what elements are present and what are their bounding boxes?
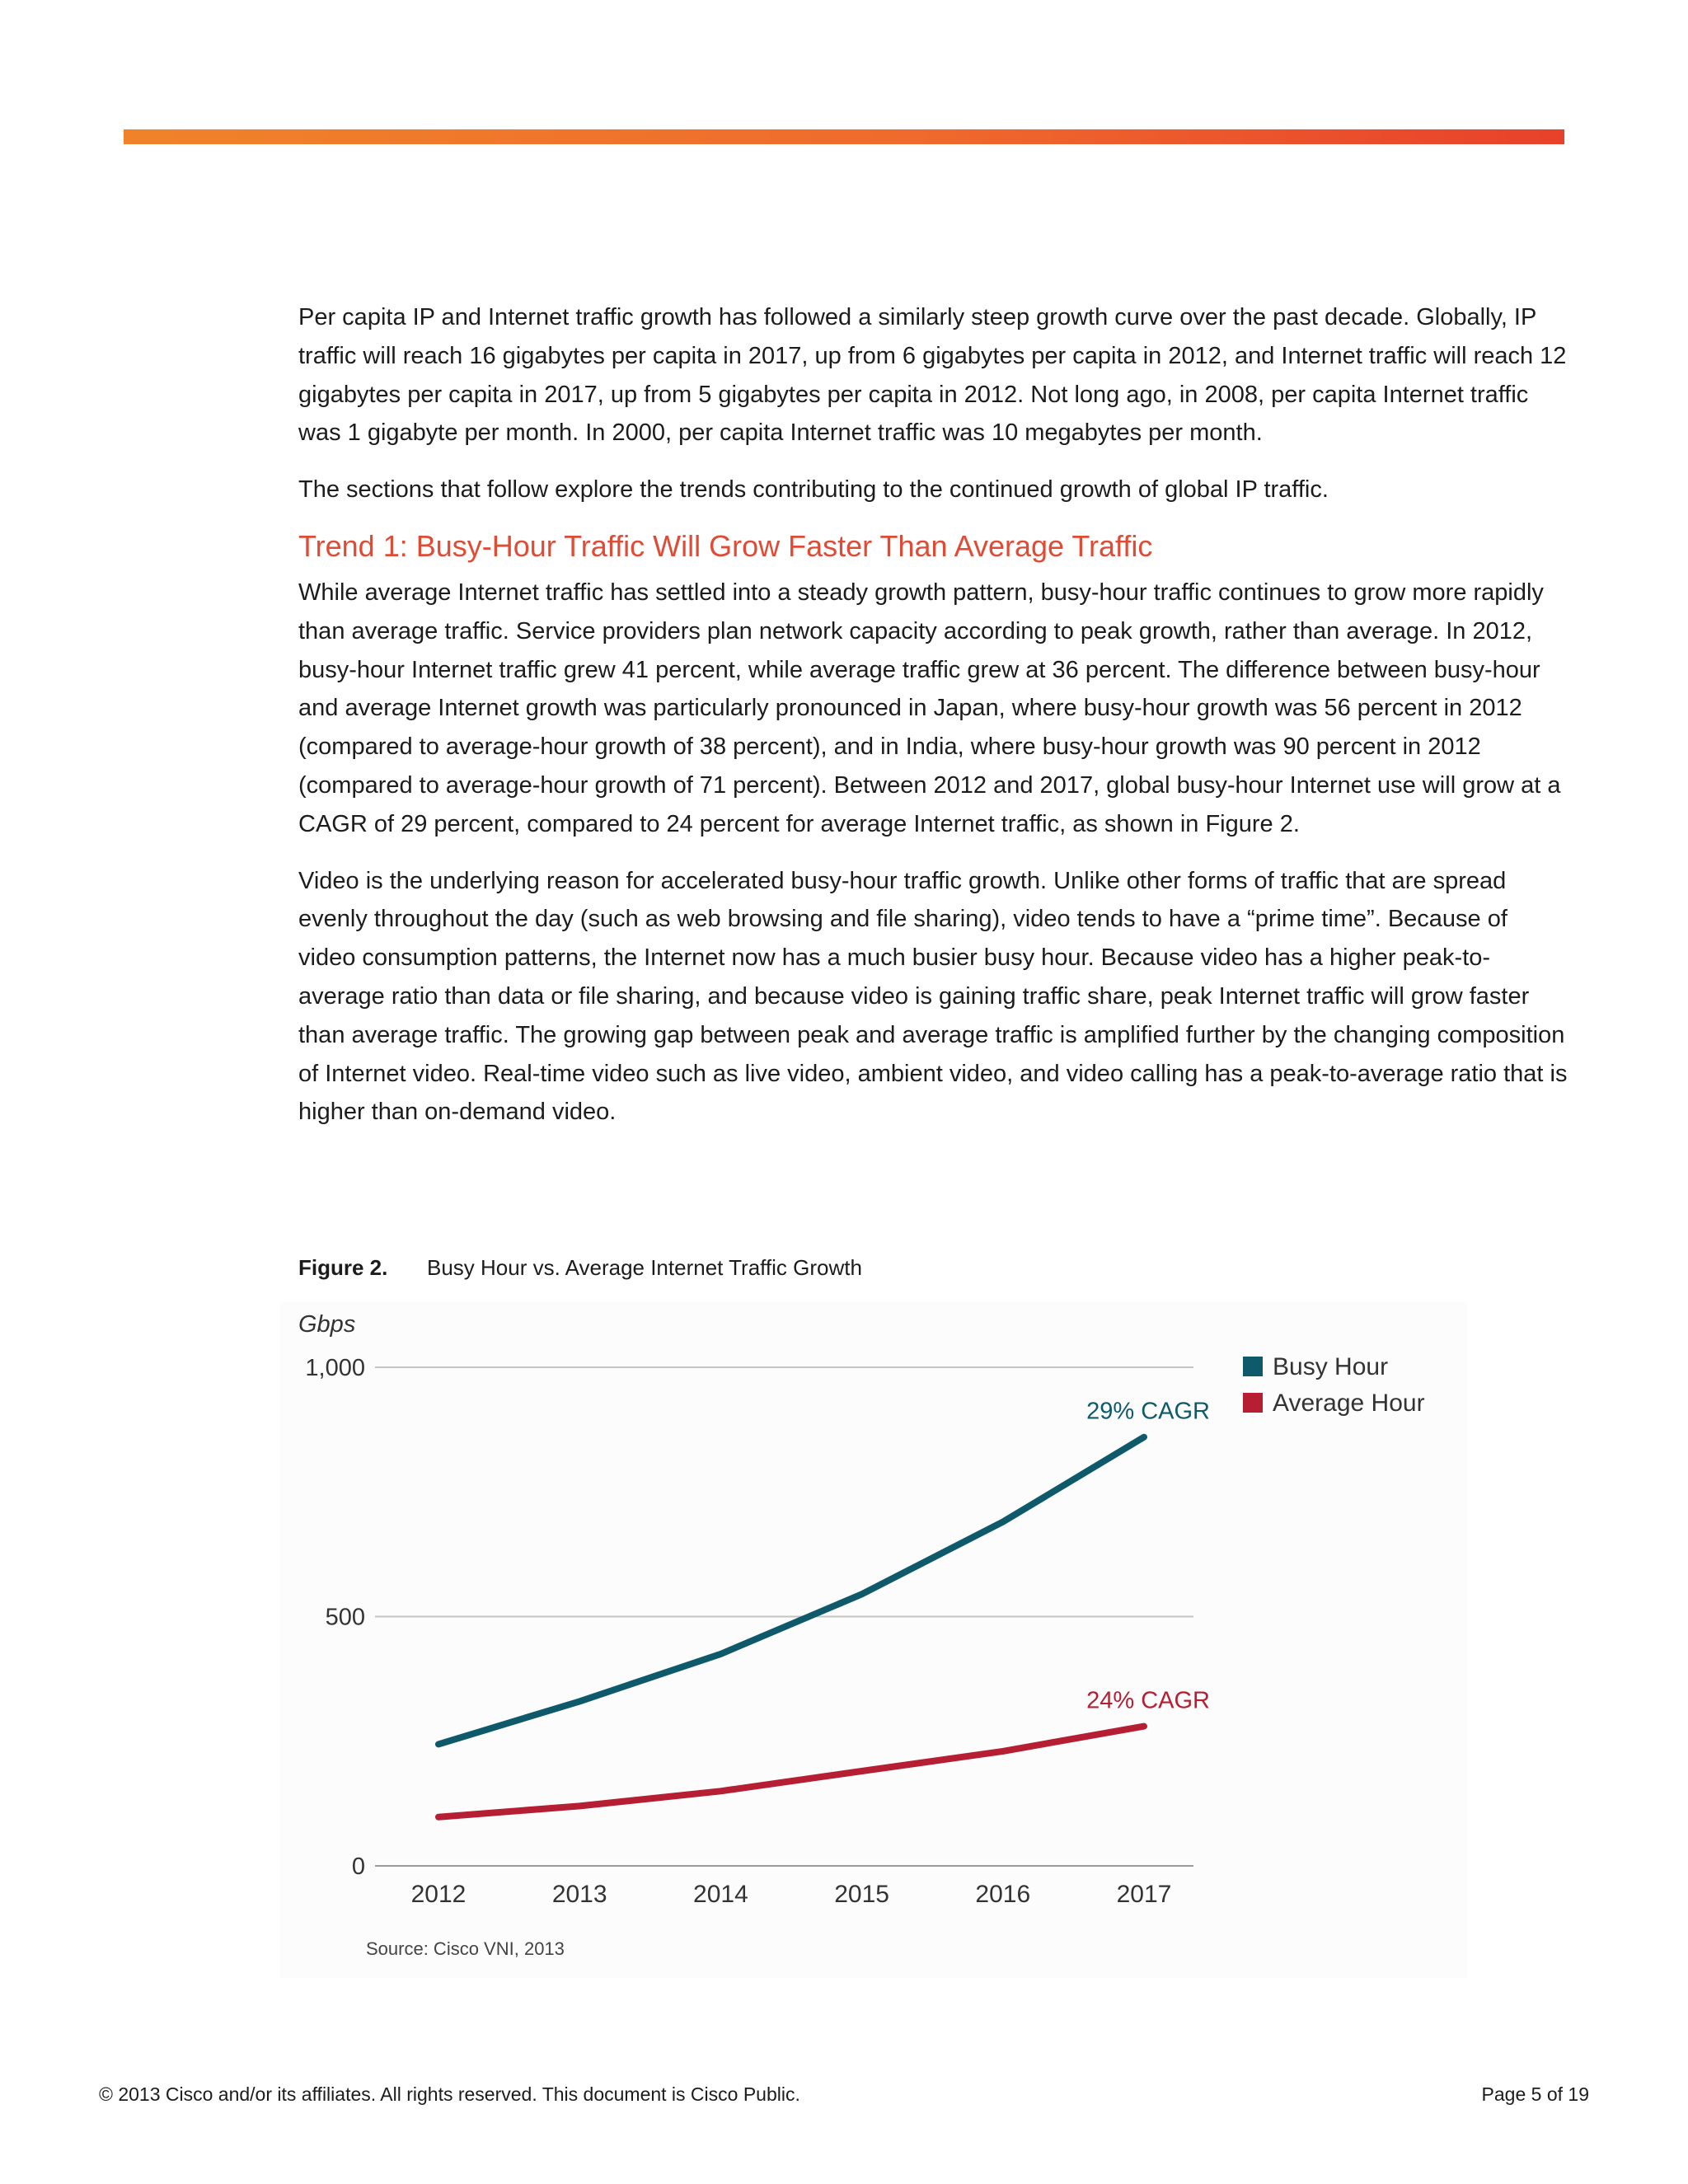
line-chart xyxy=(280,1302,1467,1978)
x-tick-label-2016: 2016 xyxy=(975,1881,1031,1908)
chart-container xyxy=(280,1302,1467,1978)
legend-swatch-average-hour xyxy=(1243,1393,1263,1413)
x-tick-label-2014: 2014 xyxy=(693,1881,748,1908)
cagr-annotation-average-hour: 24% CAGR xyxy=(1086,1687,1210,1714)
trend-1-heading: Trend 1: Busy-Hour Traffic Will Grow Faster Than Average Traffic xyxy=(298,528,1153,563)
y-axis-title: Gbps xyxy=(298,1311,356,1338)
x-tick-label-2015: 2015 xyxy=(834,1881,889,1908)
y-tick-label-500: 500 xyxy=(325,1604,365,1631)
figure-title: Busy Hour vs. Average Internet Traffic Growth xyxy=(427,1255,862,1280)
x-tick-label-2013: 2013 xyxy=(551,1881,607,1908)
y-tick-label-0: 0 xyxy=(351,1854,365,1880)
x-tick-label-2012: 2012 xyxy=(410,1881,467,1908)
cagr-annotation-busy-hour: 29% CAGR xyxy=(1086,1398,1210,1425)
x-tick-label-2017: 2017 xyxy=(1116,1881,1172,1908)
figure-caption xyxy=(298,1254,862,1281)
paragraph-sections-intro: The sections that follow explore the trends contributing to the continued growth of global IP traffic. xyxy=(298,476,1329,504)
y-tick-label-1000: 1,000 xyxy=(305,1355,365,1381)
paragraph-video-reason: Video is the underlying reason for accelerated busy-hour traffic growth. Unlike other forms of traffic that are spread evenly throughout the day (such as web browsing and file sharing), video tends to have a “prime time”. Because of video consumption patterns, the Internet now has a much busier busy hour. Because video has a higher peak-to-average ratio than data or file sharing, and because video is gaining traffic share, peak Internet traffic will grow faster than average traffic. The growing gap between peak and average traffic is amplified further by the changing composition of Internet video. Real-time video such as live video, ambient video, and video calling has a peak-to-average ratio that is higher than on-demand video. xyxy=(298,867,1568,1126)
figure-label: Figure 2. xyxy=(298,1255,388,1280)
footer-copyright: © 2013 Cisco and/or its affiliates. All rights reserved. This document is Cisco Public. xyxy=(99,2083,800,2105)
series-line-busy-hour xyxy=(438,1437,1144,1745)
chart-source: Source: Cisco VNI, 2013 xyxy=(366,1938,565,1959)
paragraph-busy-hour: While average Internet traffic has settled into a steady growth pattern, busy-hour traffic continues to grow more rapidly than average traffic. Service providers plan network capacity according to peak growth, rather than average. In 2012, busy-hour Internet traffic grew 41 percent, while average traffic grew at 36 percent. The difference between busy-hour and average Internet growth was particularly pronounced in Japan, where busy-hour growth was 56 percent in 2012 (compared to average-hour growth of 38 percent), and in India, where busy-hour growth was 90 percent in 2012 (compared to average-hour growth of 71 percent). Between 2012 and 2017, global busy-hour Internet use will grow at a CAGR of 29 percent, compared to 24 percent for average Internet traffic, as shown in Figure 2. xyxy=(298,579,1561,837)
header-accent-bar xyxy=(124,129,1564,144)
legend-label-busy-hour: Busy Hour xyxy=(1273,1353,1389,1380)
series-line-average-hour xyxy=(438,1727,1144,1817)
document-body xyxy=(298,298,1568,1150)
legend-label-average-hour: Average Hour xyxy=(1273,1390,1425,1417)
legend-swatch-busy-hour xyxy=(1243,1357,1263,1376)
paragraph-per-capita: Per capita IP and Internet traffic growth has followed a similarly steep growth curve over the past decade. Globally, IP traffic will reach 16 gigabytes per capita in 2017, up from 6 gigabytes per capita in 2012, and Internet traffic will reach 12 gigabytes per capita in 2017, up from 5 gigabytes per capita in 2012. Not long ago, in 2008, per capita Internet traffic was 1 gigabyte per month. In 2000, per capita Internet traffic was 10 megabytes per month. xyxy=(298,304,1567,447)
footer-page-number: Page 5 of 19 xyxy=(1481,2083,1589,2105)
